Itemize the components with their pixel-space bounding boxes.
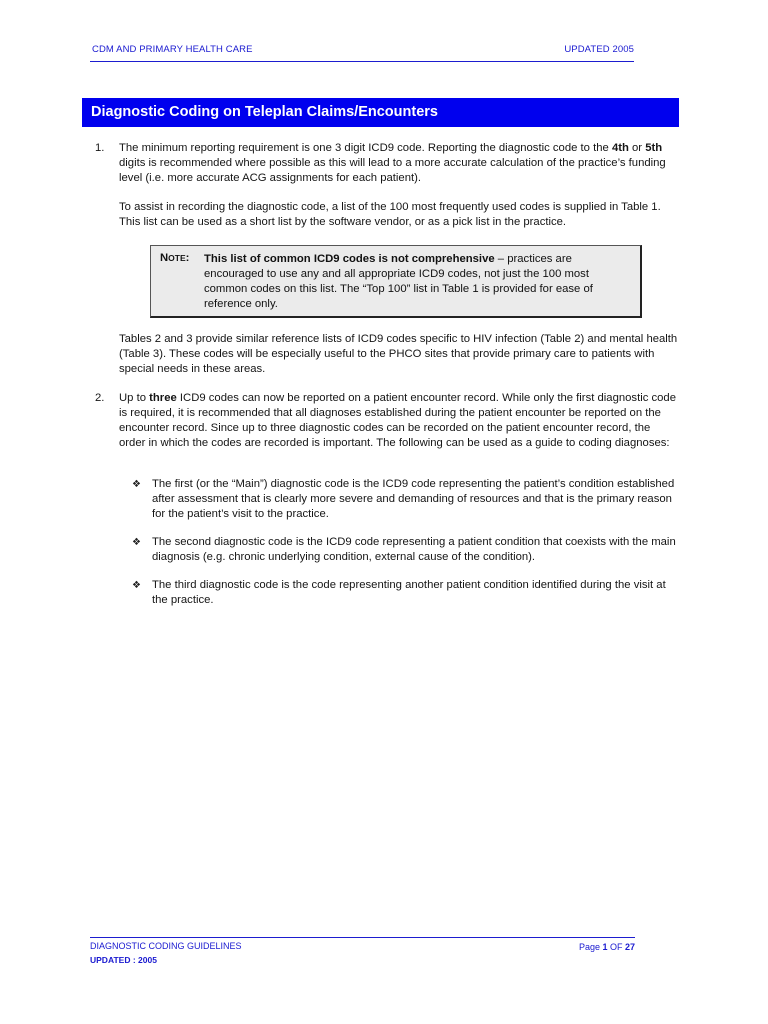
bold-text: 4th <box>611 142 629 154</box>
list-item-number: 1. <box>95 142 105 154</box>
footer-document-title: DIAGNOSTIC CODING GUIDELINES <box>90 941 242 951</box>
current-page: 1 <box>602 942 608 952</box>
item-1-paragraph-2 <box>119 200 679 230</box>
paragraph-text: To assist in recording the diagnostic code, a list of the 100 most frequently used codes is supplied in Table 1. This list can be used as a short list by the software vendor, or as a pick list in the practice. <box>119 201 661 228</box>
text-run: Up to <box>119 392 150 404</box>
page-word: Page <box>578 942 603 952</box>
paragraph-text: Tables 2 and 3 provide similar reference lists of ICD9 codes specific to HIV infection (Table 2) and mental health (Table 3). These codes will be especially useful to the PHCO sites that provide primary care to patients with special needs in these areas. <box>119 333 678 375</box>
bullet-text: The first (or the “Main”) diagnostic code is the ICD9 code representing the patient’s condition established after assessment that is clearly more severe and demanding of resources and that is the primary reason for the patient’s visit to the practice. <box>152 478 675 520</box>
item-2-paragraph-1 <box>119 391 679 451</box>
diamond-bullet-icon: ❖ <box>132 479 141 490</box>
header-right-text: UPDATED 2005 <box>564 44 634 55</box>
page-footer <box>90 937 635 970</box>
bullet-text: The third diagnostic code is the code representing another patient condition identified during the visit at the practice. <box>152 579 666 606</box>
bold-text: 5th <box>645 142 663 154</box>
item-1-paragraph-3 <box>119 332 679 377</box>
text-run: digits is recommended where possible as this will lead to a more accurate calculation of the practice’s funding level (i.e. more accurate ACG assignments for each patient). <box>119 157 666 184</box>
note-label-colon: : <box>185 252 190 264</box>
section-title: Diagnostic Coding on Teleplan Claims/Encounters <box>82 98 679 127</box>
note-label-rest: OTE <box>168 253 186 263</box>
bullet-text: The second diagnostic code is the ICD9 code representing a patient condition that coexists with the main diagnosis (e.g. chronic underlying condition, external cause of the condition). <box>152 536 676 563</box>
note-label-initial: N <box>160 252 169 264</box>
bold-text: three <box>149 392 177 404</box>
item-1-paragraph-1 <box>119 141 679 186</box>
note-bold-text: This list of common ICD9 codes is not comprehensive <box>204 253 495 265</box>
diamond-bullet-icon: ❖ <box>132 537 141 548</box>
text-run: or <box>628 142 646 154</box>
text-run: ICD9 codes can now be reported on a patient encounter record. While only the first diagnostic code is required, it is recommended that all diagnoses established during the patient encounter be reported on the encounter record. Since up to three diagnostic codes can be recorded on the patient encounter record, the order in which the codes are recorded is important. The following can be used as a guide to coding diagnoses: <box>119 392 676 449</box>
note-label <box>160 252 189 264</box>
note-text <box>204 252 629 312</box>
total-pages: 27 <box>624 942 635 952</box>
list-item-number: 2. <box>95 392 105 404</box>
of-word: OF <box>607 942 625 952</box>
page-number <box>579 942 635 952</box>
page-header <box>90 44 634 62</box>
footer-updated: UPDATED : 2005 <box>90 955 157 965</box>
note-box <box>150 245 642 318</box>
diamond-bullet-icon: ❖ <box>132 580 141 591</box>
text-run: The minimum reporting requirement is one 3 digit ICD9 code. Reporting the diagnostic code to the <box>119 142 612 154</box>
header-left-text: CDM AND PRIMARY HEALTH CARE <box>92 44 253 55</box>
note-rest-text: – practices are encouraged to use any and all appropriate ICD9 codes, not just the 100 most common codes on this list. The “Top 100” list in Table 1 is provided for ease of reference only. <box>204 253 593 310</box>
